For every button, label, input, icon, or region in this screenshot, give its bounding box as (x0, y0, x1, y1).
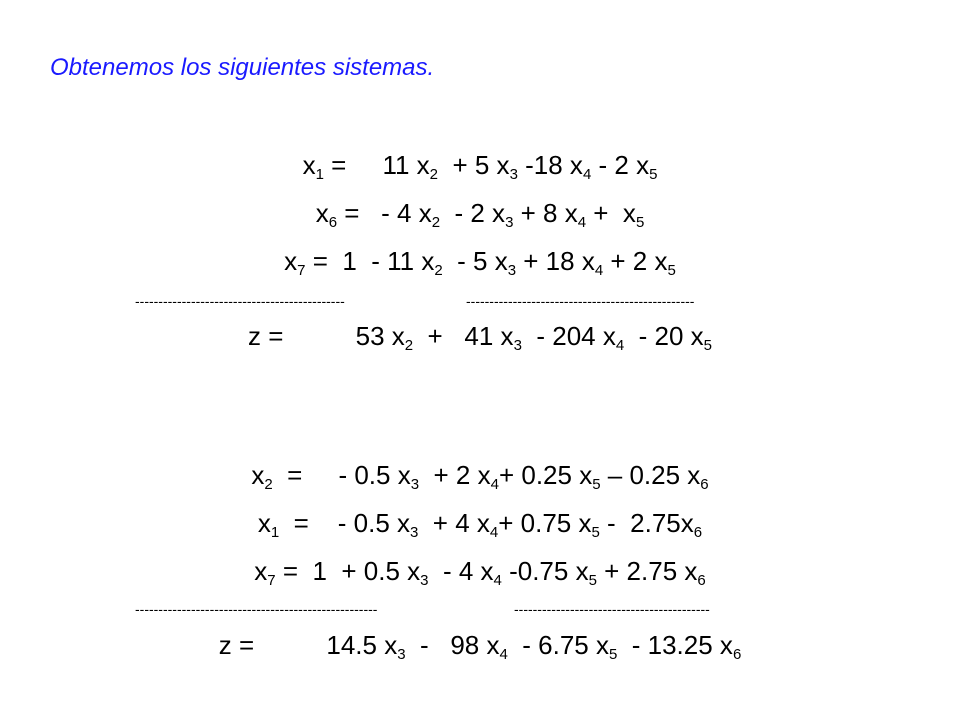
subscript: 7 (267, 572, 276, 589)
system2-eq-1 (0, 460, 960, 493)
term-text: + 8 x (513, 198, 578, 228)
term-text: - 2 x (440, 198, 506, 228)
system1-eq-1 (0, 150, 960, 183)
subscript: 4 (582, 166, 592, 183)
system1-objective (0, 321, 960, 354)
system1-divider-right: ------------------------------------------------- (466, 294, 695, 308)
term-text: = - 0.5 x (272, 460, 411, 490)
term-text: + 0.75 x (498, 508, 592, 538)
subscript: 3 (507, 262, 517, 279)
subscript: 3 (505, 214, 514, 231)
term-text: - 98 x (405, 630, 500, 660)
subscript: 7 (297, 262, 306, 279)
term-text: = - 4 x (337, 198, 432, 228)
subscript: 2 (404, 337, 414, 354)
term-text: = 1 - 11 x (305, 246, 435, 276)
term-text: + 2 x (603, 246, 668, 276)
term-text: - 20 x (624, 321, 704, 351)
term-text: z = 53 x (247, 321, 405, 351)
term-text: -0.75 x (501, 556, 589, 586)
subscript: 1 (270, 524, 280, 541)
subscript: 6 (700, 476, 709, 493)
subscript: 4 (577, 214, 587, 231)
term-text: - 204 x (521, 321, 616, 351)
subscript: 3 (410, 476, 420, 493)
subscript: 6 (693, 524, 703, 541)
subscript: 5 (592, 476, 601, 493)
subscript: 6 (697, 572, 706, 589)
subscript: 3 (509, 166, 518, 183)
term-text: - 2.75x (599, 508, 694, 538)
system1-eq-3 (0, 246, 960, 279)
term-text: = 1 + 0.5 x (275, 556, 421, 586)
system2-divider-left: ---------------------------------------------------- (135, 602, 378, 616)
term-text: x (302, 150, 316, 180)
term-text: - 5 x (442, 246, 508, 276)
subscript: 3 (513, 337, 522, 354)
term-text: + x (586, 198, 636, 228)
subscript: 3 (410, 524, 419, 541)
subscript: 5 (703, 337, 713, 354)
subscript: 4 (489, 524, 499, 541)
subscript: 6 (732, 646, 742, 663)
subscript: 5 (588, 572, 597, 589)
term-text: = - 0.5 x (279, 508, 411, 538)
system1-divider-left: --------------------------------------------- (135, 294, 345, 308)
term-text: + 2.75 x (596, 556, 698, 586)
subscript: 5 (649, 166, 658, 183)
subscript: 2 (429, 166, 439, 183)
term-text: + 41 x (413, 321, 514, 351)
term-text: x (315, 198, 329, 228)
subscript: 4 (499, 646, 508, 663)
term-text: - 6.75 x (507, 630, 609, 660)
subscript: 4 (493, 572, 502, 589)
term-text: + 18 x (516, 246, 595, 276)
term-text: z = 14.5 x (218, 630, 398, 660)
term-text: x (284, 246, 298, 276)
subscript: 4 (615, 337, 625, 354)
subscript: 5 (591, 524, 600, 541)
term-text: + 5 x (438, 150, 510, 180)
system2-eq-3 (0, 556, 960, 589)
term-text: - 4 x (428, 556, 494, 586)
system2-divider-right: ------------------------------------------ (514, 602, 710, 616)
term-text: = 11 x (323, 150, 430, 180)
heading: Obtenemos los siguientes sistemas. (50, 54, 435, 81)
subscript: 5 (608, 646, 618, 663)
subscript: 2 (431, 214, 441, 231)
term-text: x (257, 508, 271, 538)
subscript: 5 (635, 214, 645, 231)
subscript: 4 (490, 476, 499, 493)
term-text: -18 x (517, 150, 583, 180)
subscript: 2 (434, 262, 443, 279)
subscript: 5 (667, 262, 676, 279)
term-text: - 2 x (591, 150, 650, 180)
subscript: 4 (594, 262, 604, 279)
system2-objective (0, 630, 960, 663)
subscript: 3 (420, 572, 429, 589)
subscript: 3 (397, 646, 406, 663)
term-text: – 0.25 x (600, 460, 701, 490)
term-text: x (254, 556, 268, 586)
term-text: + 2 x (419, 460, 491, 490)
system1-eq-2 (0, 198, 960, 231)
term-text: + 0.25 x (498, 460, 593, 490)
term-text: + 4 x (418, 508, 490, 538)
system2-eq-2 (0, 508, 960, 541)
subscript: 6 (328, 214, 338, 231)
subscript: 2 (264, 476, 273, 493)
term-text: x (251, 460, 265, 490)
term-text: - 13.25 x (617, 630, 733, 660)
subscript: 1 (315, 166, 324, 183)
